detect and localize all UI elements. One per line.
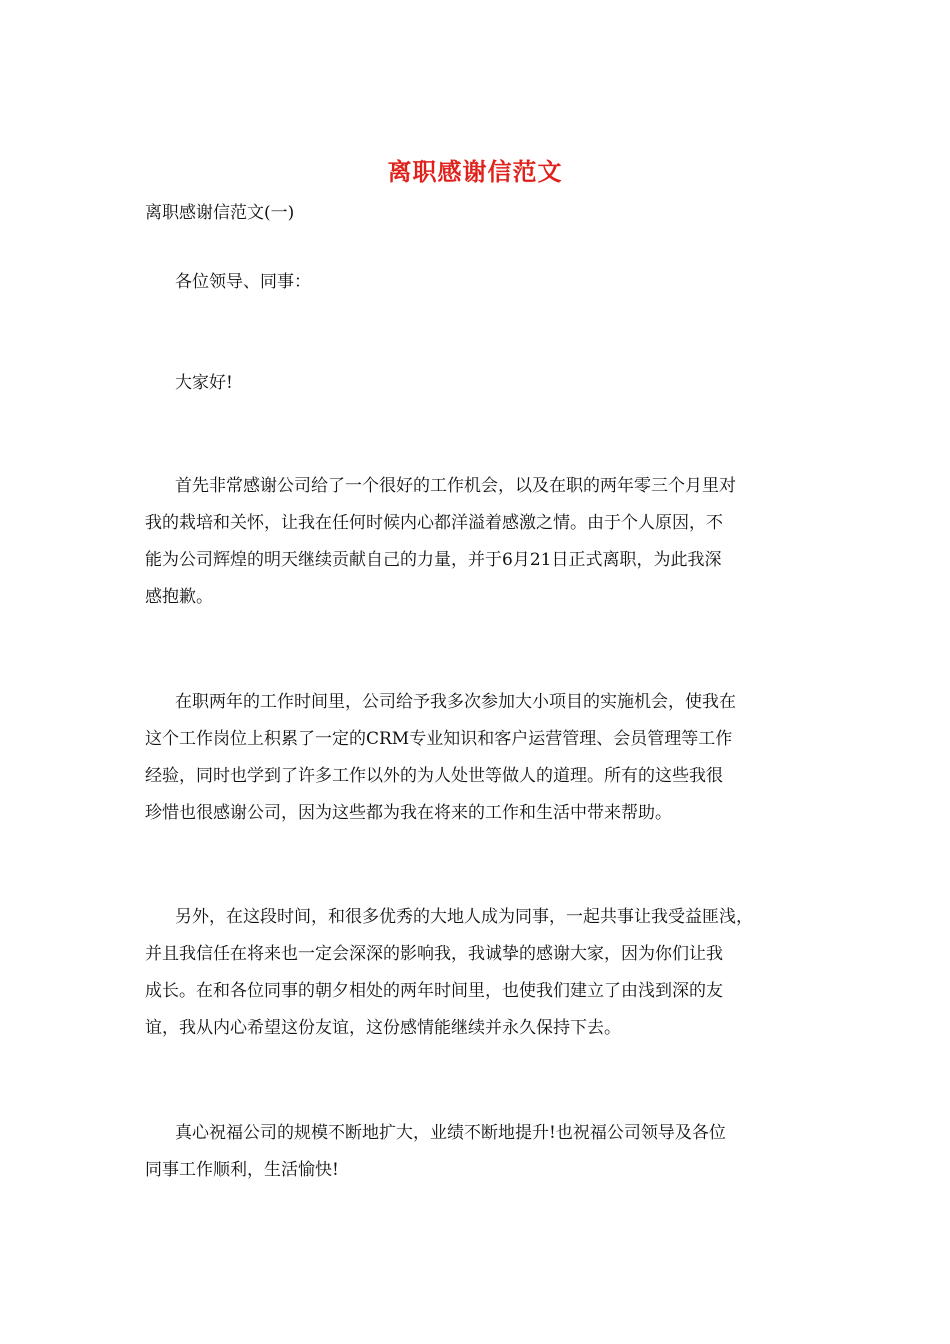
paragraph-1-line-1: 首先非常感谢公司给了一个很好的工作机会，以及在职的两年零三个月里对 — [175, 476, 736, 496]
paragraph-4-line-2: 同事工作顺利，生活愉快! — [145, 1160, 339, 1180]
paragraph-3-line-3: 成长。在和各位同事的朝夕相处的两年时间里，也使我们建立了由浅到深的友 — [145, 981, 723, 1001]
paragraph-1-line-3: 能为公司辉煌的明天继续贡献自己的力量，并于6月21日正式离职，为此我深 — [145, 550, 722, 570]
greeting: 大家好! — [175, 373, 233, 393]
paragraph-2-line-1: 在职两年的工作时间里，公司给予我多次参加大小项目的实施机会，使我在 — [175, 692, 736, 712]
salutation: 各位领导、同事： — [175, 272, 311, 292]
paragraph-3-line-1: 另外，在这段时间，和很多优秀的大地人成为同事，一起共事让我受益匪浅， — [175, 907, 753, 927]
paragraph-4-line-1: 真心祝福公司的规模不断地扩大，业绩不断地提升!也祝福公司领导及各位 — [175, 1123, 726, 1143]
paragraph-2-line-2: 这个工作岗位上积累了一定的CRM专业知识和客户运营管理、会员管理等工作 — [145, 729, 733, 749]
paragraph-2-line-3: 经验，同时也学到了许多工作以外的为人处世等做人的道理。所有的这些我很 — [145, 766, 723, 786]
paragraph-2-line-4: 珍惜也很感谢公司，因为这些都为我在将来的工作和生活中带来帮助。 — [145, 803, 672, 823]
paragraph-1-line-2: 我的栽培和关怀，让我在任何时候内心都洋溢着感激之情。由于个人原因，不 — [145, 513, 723, 533]
document-title: 离职感谢信范文 — [387, 157, 563, 186]
paragraph-1-line-4: 感抱歉。 — [145, 587, 213, 607]
paragraph-3-line-2: 并且我信任在将来也一定会深深的影响我，我诚挚的感谢大家，因为你们让我 — [145, 944, 723, 964]
paragraph-3-line-4: 谊，我从内心希望这份友谊，这份感情能继续并永久保持下去。 — [145, 1018, 621, 1038]
document-subtitle: 离职感谢信范文(一) — [145, 203, 295, 223]
